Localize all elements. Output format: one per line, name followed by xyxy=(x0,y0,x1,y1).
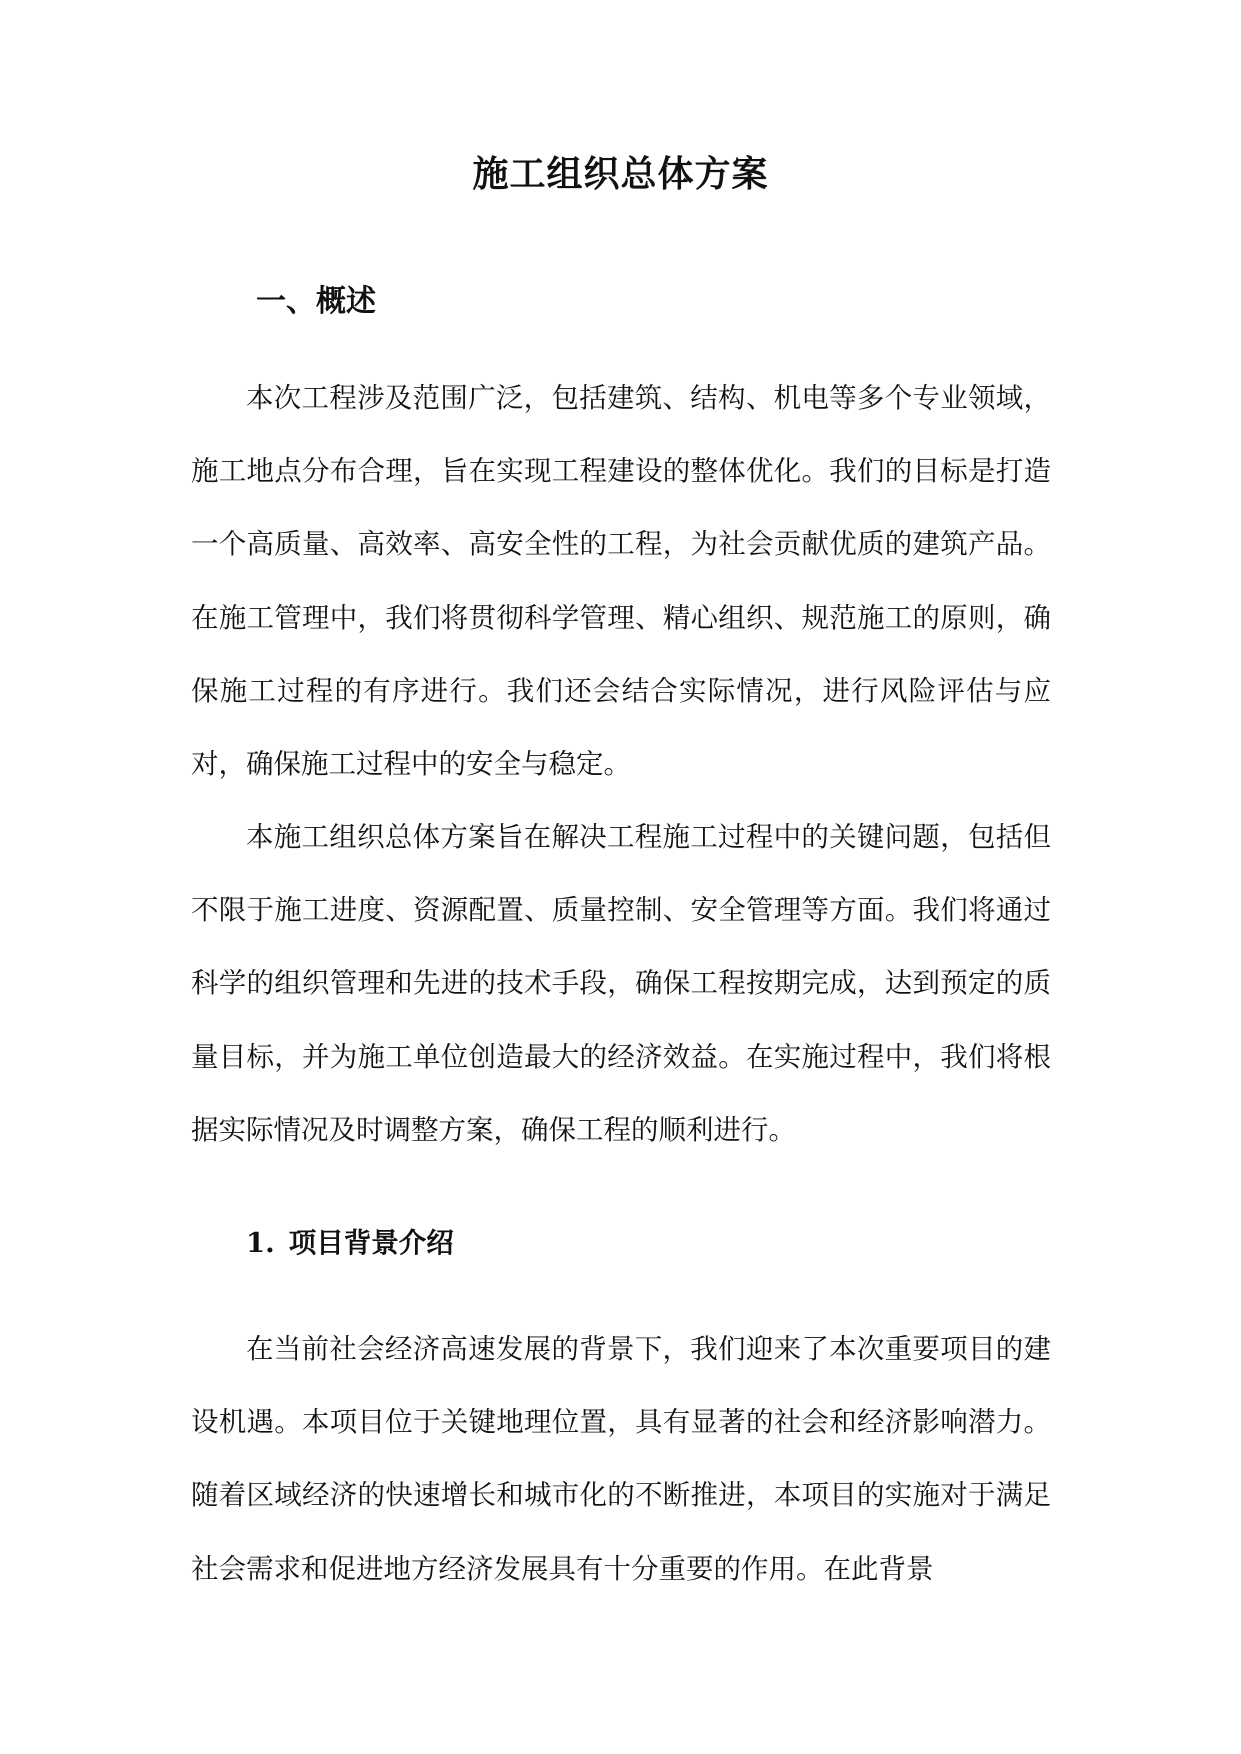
overview-paragraph-block-2 xyxy=(191,801,1051,1167)
subsection-number: 1. xyxy=(246,1227,275,1259)
overview-paragraph-block xyxy=(191,362,1051,801)
overview-paragraph-1: 本次工程涉及范围广泛，包括建筑、结构、机电等多个专业领域，施工地点分布合理，旨在实现工程建设的整体优化。我们的目标是打造一个高质量、高效率、高安全性的工程，为社会贡献优质的建筑产品。在施工管理中，我们将贯彻科学管理、精心组织、规范施工的原则，确保施工过程的有序进行。我们还会结合实际情况，进行风险评估与应对，确保施工过程中的安全与稳定。 xyxy=(191,382,1051,781)
subsection-title: 项目背景介绍 xyxy=(288,1227,454,1259)
background-paragraph-1: 在当前社会经济高速发展的背景下，我们迎来了本次重要项目的建设机遇。本项目位于关键地理位置，具有显著的社会和经济影响潜力。随着区域经济的快速增长和城市化的不断推进，本项目的实施对于满足社会需求和促进地方经济发展具有十分重要的作用。在此背景 xyxy=(191,1333,1051,1585)
subsection-heading-project-background xyxy=(246,1223,454,1263)
overview-paragraph-2: 本施工组织总体方案旨在解决工程施工过程中的关键问题，包括但不限于施工进度、资源配置、质量控制、安全管理等方面。我们将通过科学的组织管理和先进的技术手段，确保工程按期完成，达到预定的质量目标，并为施工单位创造最大的经济效益。在实施过程中，我们将根据实际情况及时调整方案，确保工程的顺利进行。 xyxy=(191,821,1051,1146)
document-title: 施工组织总体方案 xyxy=(472,153,769,195)
background-paragraph-block xyxy=(191,1313,1051,1606)
section-heading-overview: 一、概述 xyxy=(256,284,376,319)
